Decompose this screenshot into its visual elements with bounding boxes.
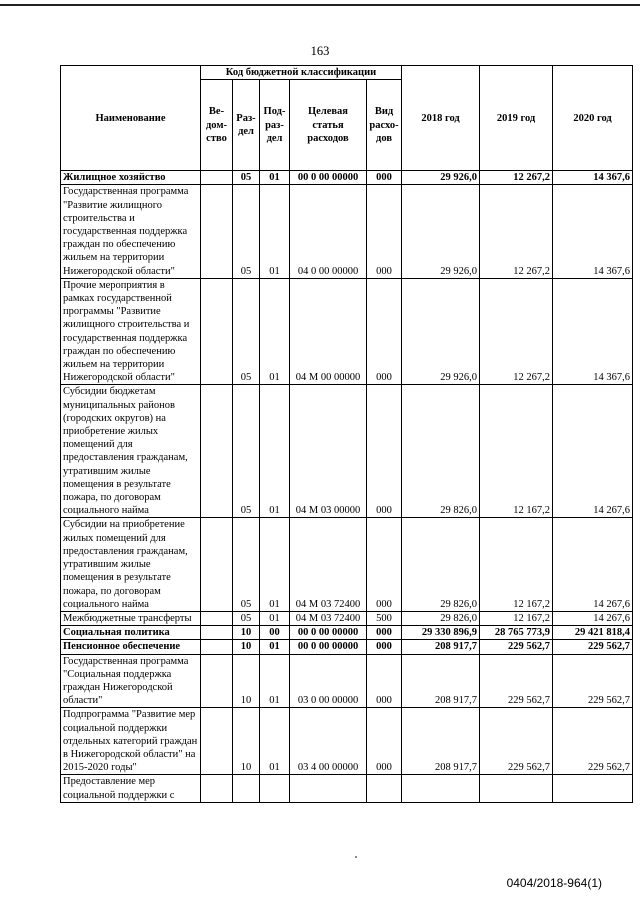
cell-name: Социальная политика <box>61 626 201 640</box>
cell-ved <box>201 654 233 708</box>
header-code-group: Код бюджетной классификации <box>201 66 402 80</box>
cell-target: 04 М 03 72400 <box>290 518 367 611</box>
header-razdel: Раз-дел <box>233 80 260 171</box>
cell-podrazdel: 01 <box>260 611 290 625</box>
cell-ved <box>201 708 233 775</box>
cell-y2019: 12 267,2 <box>480 171 553 185</box>
cell-podrazdel: 01 <box>260 654 290 708</box>
cell-target: 04 0 00 00000 <box>290 185 367 278</box>
page-number: 163 <box>310 44 330 58</box>
cell-y2020: 14 367,6 <box>553 278 633 385</box>
cell-ved <box>201 640 233 654</box>
cell-y2019: 28 765 773,9 <box>480 626 553 640</box>
cell-razdel: 10 <box>233 640 260 654</box>
cell-razdel: 10 <box>233 654 260 708</box>
cell-podrazdel: 01 <box>260 518 290 611</box>
cell-razdel: 10 <box>233 626 260 640</box>
cell-razdel: 05 <box>233 518 260 611</box>
cell-name: Межбюджетные трансферты <box>61 611 201 625</box>
table-row <box>61 654 633 708</box>
cell-y2018: 29 826,0 <box>402 611 480 625</box>
table-row <box>61 518 633 611</box>
cell-y2018: 29 926,0 <box>402 185 480 278</box>
cell-podrazdel: 01 <box>260 385 290 518</box>
cell-y2019: 229 562,7 <box>480 708 553 775</box>
cell-name: Государственная программа "Развитие жилищного строительства и государственная поддержка граждан по обеспечению жильем на территории Нижегородской области" <box>61 185 201 278</box>
cell-y2018 <box>402 775 480 802</box>
header-vedomstvo: Ве-дом-ство <box>201 80 233 171</box>
cell-vid: 000 <box>367 626 402 640</box>
table-row <box>61 185 633 278</box>
cell-y2018: 29 926,0 <box>402 171 480 185</box>
cell-target: 04 М 03 72400 <box>290 611 367 625</box>
cell-razdel: 05 <box>233 171 260 185</box>
cell-vid: 500 <box>367 611 402 625</box>
cell-ved <box>201 385 233 518</box>
cell-razdel: 10 <box>233 708 260 775</box>
cell-podrazdel: 01 <box>260 171 290 185</box>
footer-code: 0404/2018-964(1) <box>506 876 602 890</box>
cell-razdel: 05 <box>233 611 260 625</box>
cell-y2018: 208 917,7 <box>402 708 480 775</box>
cell-y2019: 12 167,2 <box>480 385 553 518</box>
cell-vid: 000 <box>367 640 402 654</box>
cell-y2019: 12 267,2 <box>480 278 553 385</box>
cell-podrazdel: 01 <box>260 640 290 654</box>
cell-y2018: 29 926,0 <box>402 278 480 385</box>
cell-podrazdel: 01 <box>260 708 290 775</box>
cell-y2020: 229 562,7 <box>553 640 633 654</box>
cell-y2020: 14 267,6 <box>553 385 633 518</box>
cell-podrazdel: 01 <box>260 185 290 278</box>
cell-vid: 000 <box>367 654 402 708</box>
cell-podrazdel <box>260 775 290 802</box>
cell-target: 00 0 00 00000 <box>290 626 367 640</box>
header-name: Наименование <box>61 66 201 171</box>
table-row <box>61 640 633 654</box>
cell-y2019 <box>480 775 553 802</box>
cell-target: 04 М 00 00000 <box>290 278 367 385</box>
cell-y2019: 229 562,7 <box>480 654 553 708</box>
cell-razdel: 05 <box>233 278 260 385</box>
cell-target: 03 4 00 00000 <box>290 708 367 775</box>
budget-table <box>60 65 633 803</box>
top-rule <box>0 4 640 6</box>
table-row <box>61 708 633 775</box>
header-podrazdel: Под-раз-дел <box>260 80 290 171</box>
cell-target <box>290 775 367 802</box>
cell-target: 03 0 00 00000 <box>290 654 367 708</box>
cell-name: Подпрограмма "Развитие мер социальной поддержки отдельных категорий граждан в Нижегородской области" на 2015-2020 годы" <box>61 708 201 775</box>
header-vid: Вид расхо-дов <box>367 80 402 171</box>
cell-y2020 <box>553 775 633 802</box>
cell-vid: 000 <box>367 385 402 518</box>
table-row <box>61 775 633 802</box>
cell-name: Субсидии бюджетам муниципальных районов (городских округов) на приобретение жилых помещений для предоставления гражданам, утратившим жилые помещения в результате пожара, по договорам социального найма <box>61 385 201 518</box>
table-row <box>61 611 633 625</box>
header-target: Целевая статья расходов <box>290 80 367 171</box>
cell-target: 00 0 00 00000 <box>290 640 367 654</box>
cell-name: Государственная программа "Социальная поддержка граждан Нижегородской области" <box>61 654 201 708</box>
cell-razdel: 05 <box>233 185 260 278</box>
cell-y2019: 12 267,2 <box>480 185 553 278</box>
cell-podrazdel: 00 <box>260 626 290 640</box>
cell-razdel <box>233 775 260 802</box>
cell-ved <box>201 775 233 802</box>
cell-vid: 000 <box>367 278 402 385</box>
scan-dot <box>355 856 357 858</box>
cell-y2020: 14 267,6 <box>553 611 633 625</box>
cell-ved <box>201 518 233 611</box>
cell-vid: 000 <box>367 708 402 775</box>
cell-ved <box>201 185 233 278</box>
table-row <box>61 385 633 518</box>
cell-y2020: 14 367,6 <box>553 185 633 278</box>
cell-y2019: 229 562,7 <box>480 640 553 654</box>
cell-y2018: 29 330 896,9 <box>402 626 480 640</box>
cell-vid <box>367 775 402 802</box>
cell-name: Жилищное хозяйство <box>61 171 201 185</box>
cell-name: Предоставление мер социальной поддержки с <box>61 775 201 802</box>
cell-y2020: 14 367,6 <box>553 171 633 185</box>
header-2019: 2019 год <box>480 66 553 171</box>
cell-y2018: 208 917,7 <box>402 654 480 708</box>
cell-ved <box>201 611 233 625</box>
cell-podrazdel: 01 <box>260 278 290 385</box>
cell-ved <box>201 171 233 185</box>
cell-y2018: 29 826,0 <box>402 385 480 518</box>
header-2020: 2020 год <box>553 66 633 171</box>
cell-y2020: 229 562,7 <box>553 654 633 708</box>
cell-ved <box>201 278 233 385</box>
cell-target: 00 0 00 00000 <box>290 171 367 185</box>
cell-y2018: 29 826,0 <box>402 518 480 611</box>
cell-y2018: 208 917,7 <box>402 640 480 654</box>
cell-name: Прочие мероприятия в рамках государственной программы "Развитие жилищного строительства и государственная поддержка граждан по обеспечению жильем на территории Нижегородской области" <box>61 278 201 385</box>
cell-y2020: 14 267,6 <box>553 518 633 611</box>
header-2018: 2018 год <box>402 66 480 171</box>
cell-target: 04 М 03 00000 <box>290 385 367 518</box>
cell-y2019: 12 167,2 <box>480 518 553 611</box>
cell-vid: 000 <box>367 518 402 611</box>
cell-y2020: 29 421 818,4 <box>553 626 633 640</box>
table-row <box>61 626 633 640</box>
table-row <box>61 278 633 385</box>
cell-y2019: 12 167,2 <box>480 611 553 625</box>
cell-y2020: 229 562,7 <box>553 708 633 775</box>
cell-vid: 000 <box>367 185 402 278</box>
cell-razdel: 05 <box>233 385 260 518</box>
cell-ved <box>201 626 233 640</box>
cell-vid: 000 <box>367 171 402 185</box>
cell-name: Субсидии на приобретение жилых помещений для предоставления гражданам, утратившим жилые помещения в результате пожара, по договорам социального найма <box>61 518 201 611</box>
table-row <box>61 171 633 185</box>
cell-name: Пенсионное обеспечение <box>61 640 201 654</box>
